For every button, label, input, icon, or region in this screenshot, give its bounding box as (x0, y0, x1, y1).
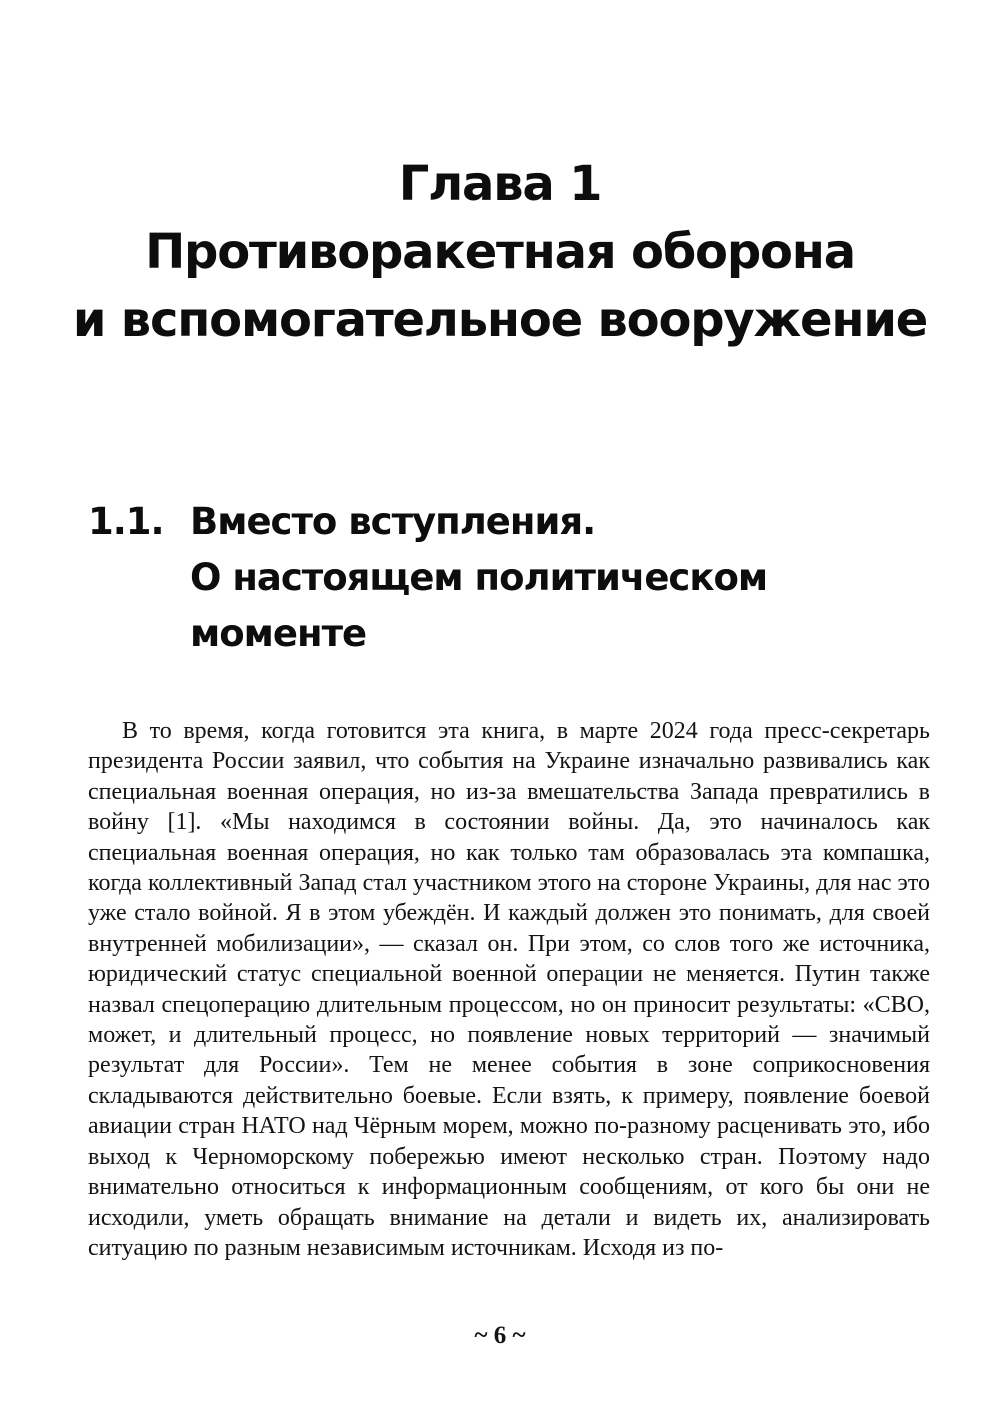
section-title-line-2: О настоящем политическом (190, 556, 768, 599)
chapter-heading (0, 150, 1000, 354)
chapter-title-line-2: и вспомогательное вооружение (72, 292, 928, 348)
chapter-label: Глава 1 (398, 156, 602, 212)
page-number: ~ 6 ~ (474, 1322, 526, 1349)
chapter-title-line-1: Противоракетная оборона (145, 224, 855, 280)
section-title-line-3: моменте (190, 612, 367, 655)
section-title (190, 494, 870, 662)
body-paragraph: В то время, когда готовится эта книга, в марте 2024 года пресс-секретарь президента России заявил, что события на Украине изначально развивались как специальная военная операция, но из-за вмешательства Запада превратились в войну [1]. «Мы находимся в состоянии войны. Да, это начиналось как специальная военная операция, но как только там образовалась эта компашка, когда коллективный Запад стал участником этого на стороне Украины, для нас это уже стало войной. Я в этом убеждён. И каждый должен это понимать, для своей внутренней мобилизации», — сказал он. При этом, со слов того же источника, юридический статус специальной военной операции не меняется. Путин также назвал спецоперацию длительным процессом, но он приносит результаты: «СВО, может, и длительный процесс, но появление новых территорий — значимый результат для России». Тем не менее события в зоне соприкосновения складываются действительно боевые. Если взять, к примеру, появление боевой авиации стран НАТО над Чёрным морем, можно по-разному расценивать это, ибо выход к Черноморскому побережью имеют несколько стран. Поэтому надо внимательно относиться к информационным сообщениям, от кого бы они не исходили, уметь обращать внимание на детали и видеть их, анализировать ситуацию по разным независимым источникам. Исходя из по- (88, 718, 930, 1261)
section-number: 1.1. (88, 500, 164, 543)
section-title-line-1: Вместо вступления. (190, 500, 596, 543)
